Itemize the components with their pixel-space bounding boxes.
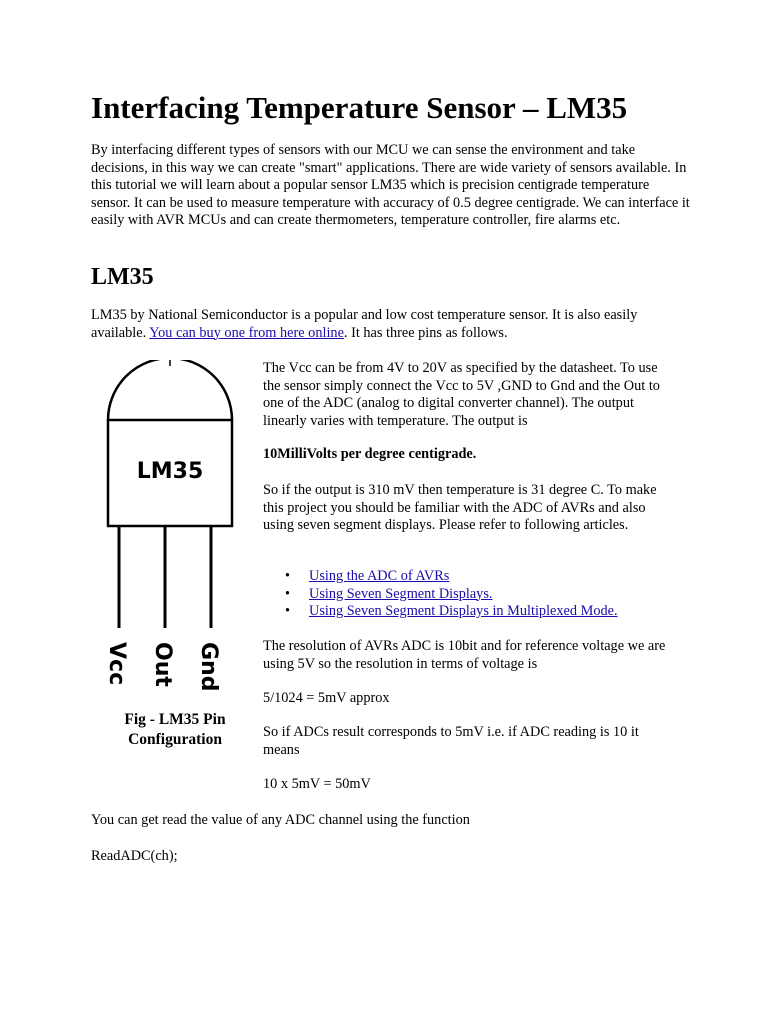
- article-link-seven-segment[interactable]: Using Seven Segment Displays.: [309, 585, 493, 602]
- articles-list: [263, 568, 678, 621]
- list-item: [263, 568, 678, 586]
- bullet-icon: •: [285, 603, 291, 620]
- page-title: Interfacing Temperature Sensor – LM35: [91, 90, 628, 125]
- vcc-paragraph: The Vcc can be from 4V to 20V as specified by the datasheet. To use the sensor simply connect the Vcc to 5V ,GND to Gnd and the Out to one of the ADC (analog to digital converter channel). The output linearly varies with temperature. The output is: [263, 360, 660, 429]
- buy-online-link[interactable]: You can buy one from here online: [149, 324, 344, 341]
- output-bold-text: 10MilliVolts per degree centigrade.: [263, 446, 477, 462]
- article-link-adc[interactable]: Using the ADC of AVRs: [309, 568, 450, 584]
- resolution-paragraph: The resolution of AVRs ADC is 10bit and for reference voltage we are using 5V so the resolution in terms of voltage is: [263, 638, 666, 672]
- adc-paragraph: So if ADCs result corresponds to 5mV i.e. if ADC reading is 10 it means: [263, 724, 639, 758]
- lm35-paragraph: [91, 307, 691, 342]
- list-item: [263, 586, 678, 604]
- formula-resolution: 5/1024 = 5mV approx: [263, 690, 390, 706]
- pin-label-vcc: Vcc: [104, 642, 129, 686]
- chip-label: LM35: [136, 459, 204, 484]
- article-link-multiplexed[interactable]: Using Seven Segment Displays in Multiplexed Mode.: [309, 603, 618, 620]
- figure-caption: Fig - LM35 Pin Configuration: [124, 711, 226, 748]
- function-call-text: ReadADC(ch);: [91, 848, 178, 864]
- pin-label-out: Out: [150, 642, 175, 687]
- section-heading-lm35: LM35: [91, 264, 154, 290]
- bullet-icon: •: [285, 568, 291, 584]
- chip-dome: [108, 360, 232, 420]
- lm35-pin-diagram: [100, 360, 250, 700]
- formula-voltage: 10 x 5mV = 50mV: [263, 776, 371, 792]
- lm35-text-after: . It has three pins as follows.: [343, 324, 508, 341]
- list-item: [263, 603, 678, 621]
- pin-label-gnd: Gnd: [196, 642, 221, 692]
- lm35-text-before: LM35 by National Semiconductor is a popular and low cost temperature sensor. It is also easily available.: [91, 307, 638, 341]
- get-value-paragraph: You can get read the value of any ADC channel using the function: [91, 812, 470, 828]
- bullet-icon: •: [285, 585, 291, 602]
- intro-paragraph: By interfacing different types of sensors with our MCU we can sense the environment and take decisions, in this way we can create "smart" applications. There are wide variety of sensors available. In this tutorial we will learn about a popular sensor LM35 which is precision centigrade temperature sensor. It can be used to measure temperature with accuracy of 0.5 degree centigrade. We can interface it easily with AVR MCUs and can create thermometers, temperature controller, fire alarms etc.: [91, 142, 690, 229]
- example-paragraph: So if the output is 310 mV then temperature is 31 degree C. To make this project you should be familiar with the ADC of AVRs and also using seven segment displays. Please refer to following articles.: [263, 482, 657, 534]
